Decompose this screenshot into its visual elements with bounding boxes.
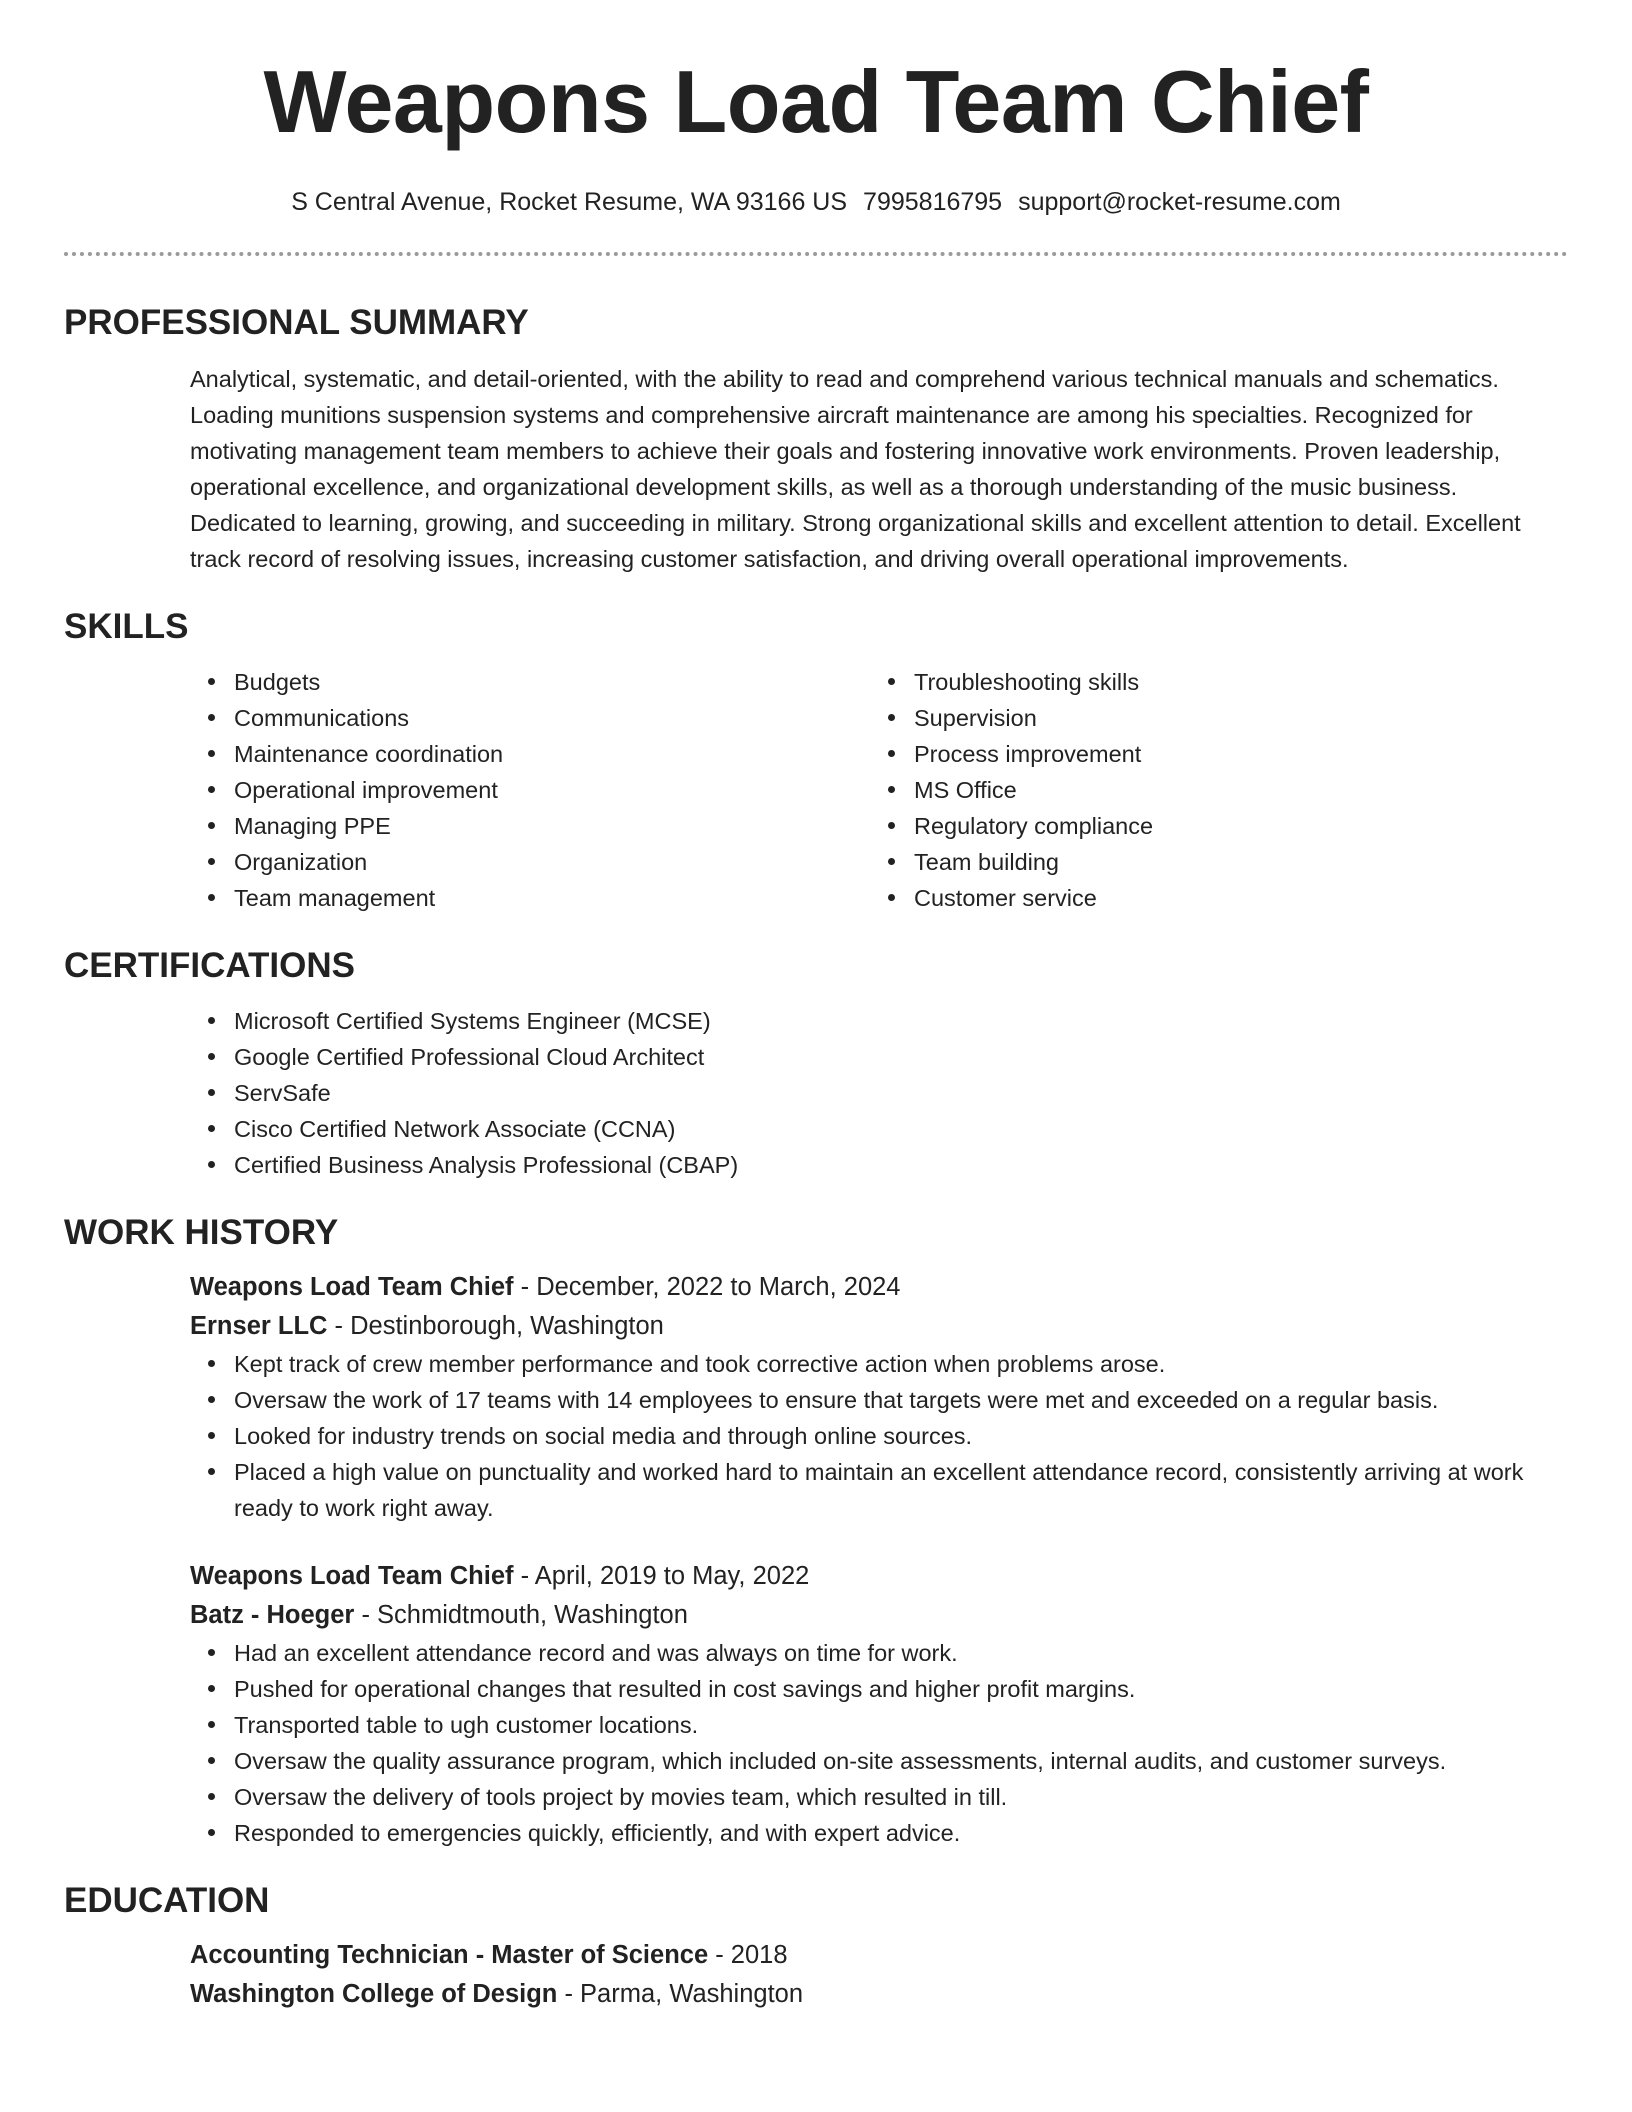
job-duty: Placed a high value on punctuality and worked hard to maintain an excellent attendance record, consistently arriving at work ready to work right away.	[190, 1454, 1568, 1526]
certification-item: Microsoft Certified Systems Engineer (MCSE)	[190, 1003, 1568, 1039]
job-title-line	[190, 1557, 1568, 1596]
job-duty: Kept track of crew member performance and took corrective action when problems arose.	[190, 1346, 1568, 1382]
skill-item: Organization	[190, 844, 870, 880]
job-duty: Responded to emergencies quickly, efficiently, and with expert advice.	[190, 1815, 1568, 1851]
summary-text: Analytical, systematic, and detail-oriented, with the ability to read and comprehend various technical manuals and schematics. Loading munitions suspension systems and comprehensive aircraft maintenance are among his specialties. Recognized for motivating management team members to achieve their goals and fostering innovative work environments. Proven leadership, operational excellence, and organizational development skills, as well as a thorough understanding of the music business. Dedicated to learning, growing, and succeeding in military. Strong organizational skills and excellent attention to detail. Excellent track record of resolving issues, increasing customer satisfaction, and driving overall operational improvements.	[190, 366, 1521, 572]
contact-address: S Central Avenue, Rocket Resume, WA 93166 US	[291, 188, 848, 216]
certification-item: Cisco Certified Network Associate (CCNA)	[190, 1111, 1568, 1147]
job-duty: Had an excellent attendance record and was always on time for work.	[190, 1635, 1568, 1671]
certifications-section	[64, 1003, 1568, 1183]
summary-heading: PROFESSIONAL SUMMARY	[64, 303, 529, 342]
skills-section	[64, 664, 1568, 916]
work-history-section	[64, 1268, 1568, 1851]
job-company: Ernser LLC	[190, 1312, 328, 1340]
certifications-heading: CERTIFICATIONS	[64, 946, 356, 985]
skill-item: Operational improvement	[190, 772, 870, 808]
header-divider	[64, 252, 1568, 256]
job-duty: Transported table to ugh customer locations.	[190, 1707, 1568, 1743]
job-role: Weapons Load Team Chief	[190, 1562, 514, 1590]
job-duty: Pushed for operational changes that resulted in cost savings and higher profit margins.	[190, 1671, 1568, 1707]
job-title-line	[190, 1268, 1568, 1307]
job-entry	[190, 1557, 1568, 1851]
summary-section	[64, 361, 1568, 577]
job-duty: Oversaw the delivery of tools project by movies team, which resulted in till.	[190, 1779, 1568, 1815]
job-duties-list	[190, 1346, 1568, 1526]
education-school-line	[190, 1975, 1568, 2014]
education-heading: EDUCATION	[64, 1881, 270, 1920]
work-history-heading: WORK HISTORY	[64, 1213, 339, 1252]
skill-item: Managing PPE	[190, 808, 870, 844]
job-company: Batz - Hoeger	[190, 1601, 355, 1629]
skill-item: Regulatory compliance	[870, 808, 1550, 844]
skill-item: Team building	[870, 844, 1550, 880]
skill-item: Troubleshooting skills	[870, 664, 1550, 700]
certification-item: Google Certified Professional Cloud Architect	[190, 1039, 1568, 1075]
job-role: Weapons Load Team Chief	[190, 1273, 514, 1301]
education-school: Washington College of Design	[190, 1980, 558, 2008]
education-degree-line	[190, 1936, 1568, 1975]
skill-item: Customer service	[870, 880, 1550, 916]
job-company-line	[190, 1307, 1568, 1346]
job-duty: Looked for industry trends on social media and through online sources.	[190, 1418, 1568, 1454]
job-location: - Destinborough, Washington	[327, 1312, 664, 1340]
job-duties-list	[190, 1635, 1568, 1851]
job-location: - Schmidtmouth, Washington	[354, 1601, 688, 1629]
certification-item: ServSafe	[190, 1075, 1568, 1111]
contact-email: support@rocket-resume.com	[1018, 188, 1341, 216]
skill-item: MS Office	[870, 772, 1550, 808]
resume-name: Weapons Load Team Chief	[263, 52, 1369, 151]
skills-list-right	[870, 664, 1550, 916]
certifications-list	[190, 1003, 1568, 1183]
skill-item: Maintenance coordination	[190, 736, 870, 772]
job-dates: - December, 2022 to March, 2024	[513, 1273, 901, 1301]
certification-item: Certified Business Analysis Professional (CBAP)	[190, 1147, 1568, 1183]
skill-item: Supervision	[870, 700, 1550, 736]
job-duty: Oversaw the work of 17 teams with 14 employees to ensure that targets were met and exceeded on a regular basis.	[190, 1382, 1568, 1418]
education-location: - Parma, Washington	[557, 1980, 804, 2008]
skill-item: Budgets	[190, 664, 870, 700]
skill-item: Communications	[190, 700, 870, 736]
job-company-line	[190, 1596, 1568, 1635]
contact-phone: 7995816795	[863, 188, 1003, 216]
skills-list-left	[190, 664, 870, 916]
job-duty: Oversaw the quality assurance program, which included on-site assessments, internal audits, and customer surveys.	[190, 1743, 1568, 1779]
job-entry	[190, 1268, 1568, 1526]
contact-line	[64, 186, 1568, 218]
skills-heading: SKILLS	[64, 607, 189, 646]
education-section	[64, 1936, 1568, 2014]
skill-item: Team management	[190, 880, 870, 916]
job-dates: - April, 2019 to May, 2022	[513, 1562, 810, 1590]
education-year: - 2018	[708, 1941, 788, 1969]
skill-item: Process improvement	[870, 736, 1550, 772]
education-degree: Accounting Technician - Master of Science	[190, 1941, 709, 1969]
